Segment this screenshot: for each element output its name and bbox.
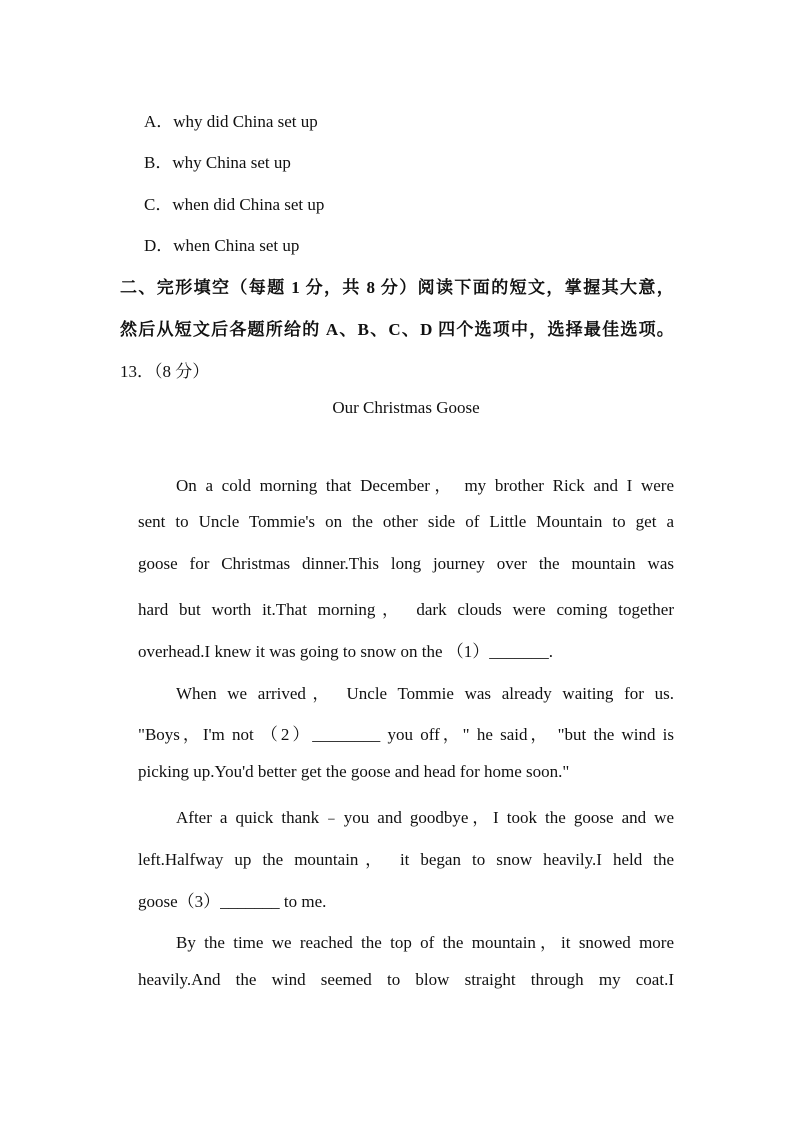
option-b: B．why China set up <box>144 153 291 172</box>
passage-line: By the time we reached the top of the mountain，it snowed more <box>176 933 674 952</box>
passage-line: goose for Christmas dinner.This long journey over the mountain was <box>138 554 674 573</box>
question-number: 13．（8 分） <box>120 362 210 381</box>
passage-line: "Boys，I'm not （2）________ you off，" he said， "but the wind is <box>138 725 674 744</box>
passage-title: Our Christmas Goose <box>332 398 480 417</box>
passage-line: overhead.I knew it was going to snow on the （1）_______. <box>138 642 554 661</box>
option-a: A．why did China set up <box>144 112 318 131</box>
passage-line: heavily.And the wind seemed to blow straight through my coat.I <box>138 970 674 989</box>
option-c: C．when did China set up <box>144 195 325 214</box>
passage-line: picking up.You'd better get the goose and head for home soon." <box>138 762 570 781</box>
section-heading-line-2: 然后从短文后各题所给的 A、B、C、D 四个选项中，选择最佳选项。 <box>120 320 674 339</box>
passage-line: goose（3）_______ to me. <box>138 892 327 911</box>
passage-line: When we arrived， Uncle Tommie was already waiting for us. <box>176 684 674 703</box>
passage-line: hard but worth it.That morning， dark clouds were coming together <box>138 600 674 619</box>
passage-line: After a quick thank﹣you and goodbye，I took the goose and we <box>176 808 674 827</box>
option-d: D．when China set up <box>144 236 300 255</box>
passage-line: sent to Uncle Tommie's on the other side of Little Mountain to get a <box>138 512 674 531</box>
passage-line: left.Halfway up the mountain， it began to snow heavily.I held the <box>138 850 674 869</box>
section-heading-line-1: 二、完形填空（每题 1 分，共 8 分）阅读下面的短文，掌握其大意， <box>120 278 674 297</box>
passage-line: On a cold morning that December， my brother Rick and I were <box>176 476 674 495</box>
